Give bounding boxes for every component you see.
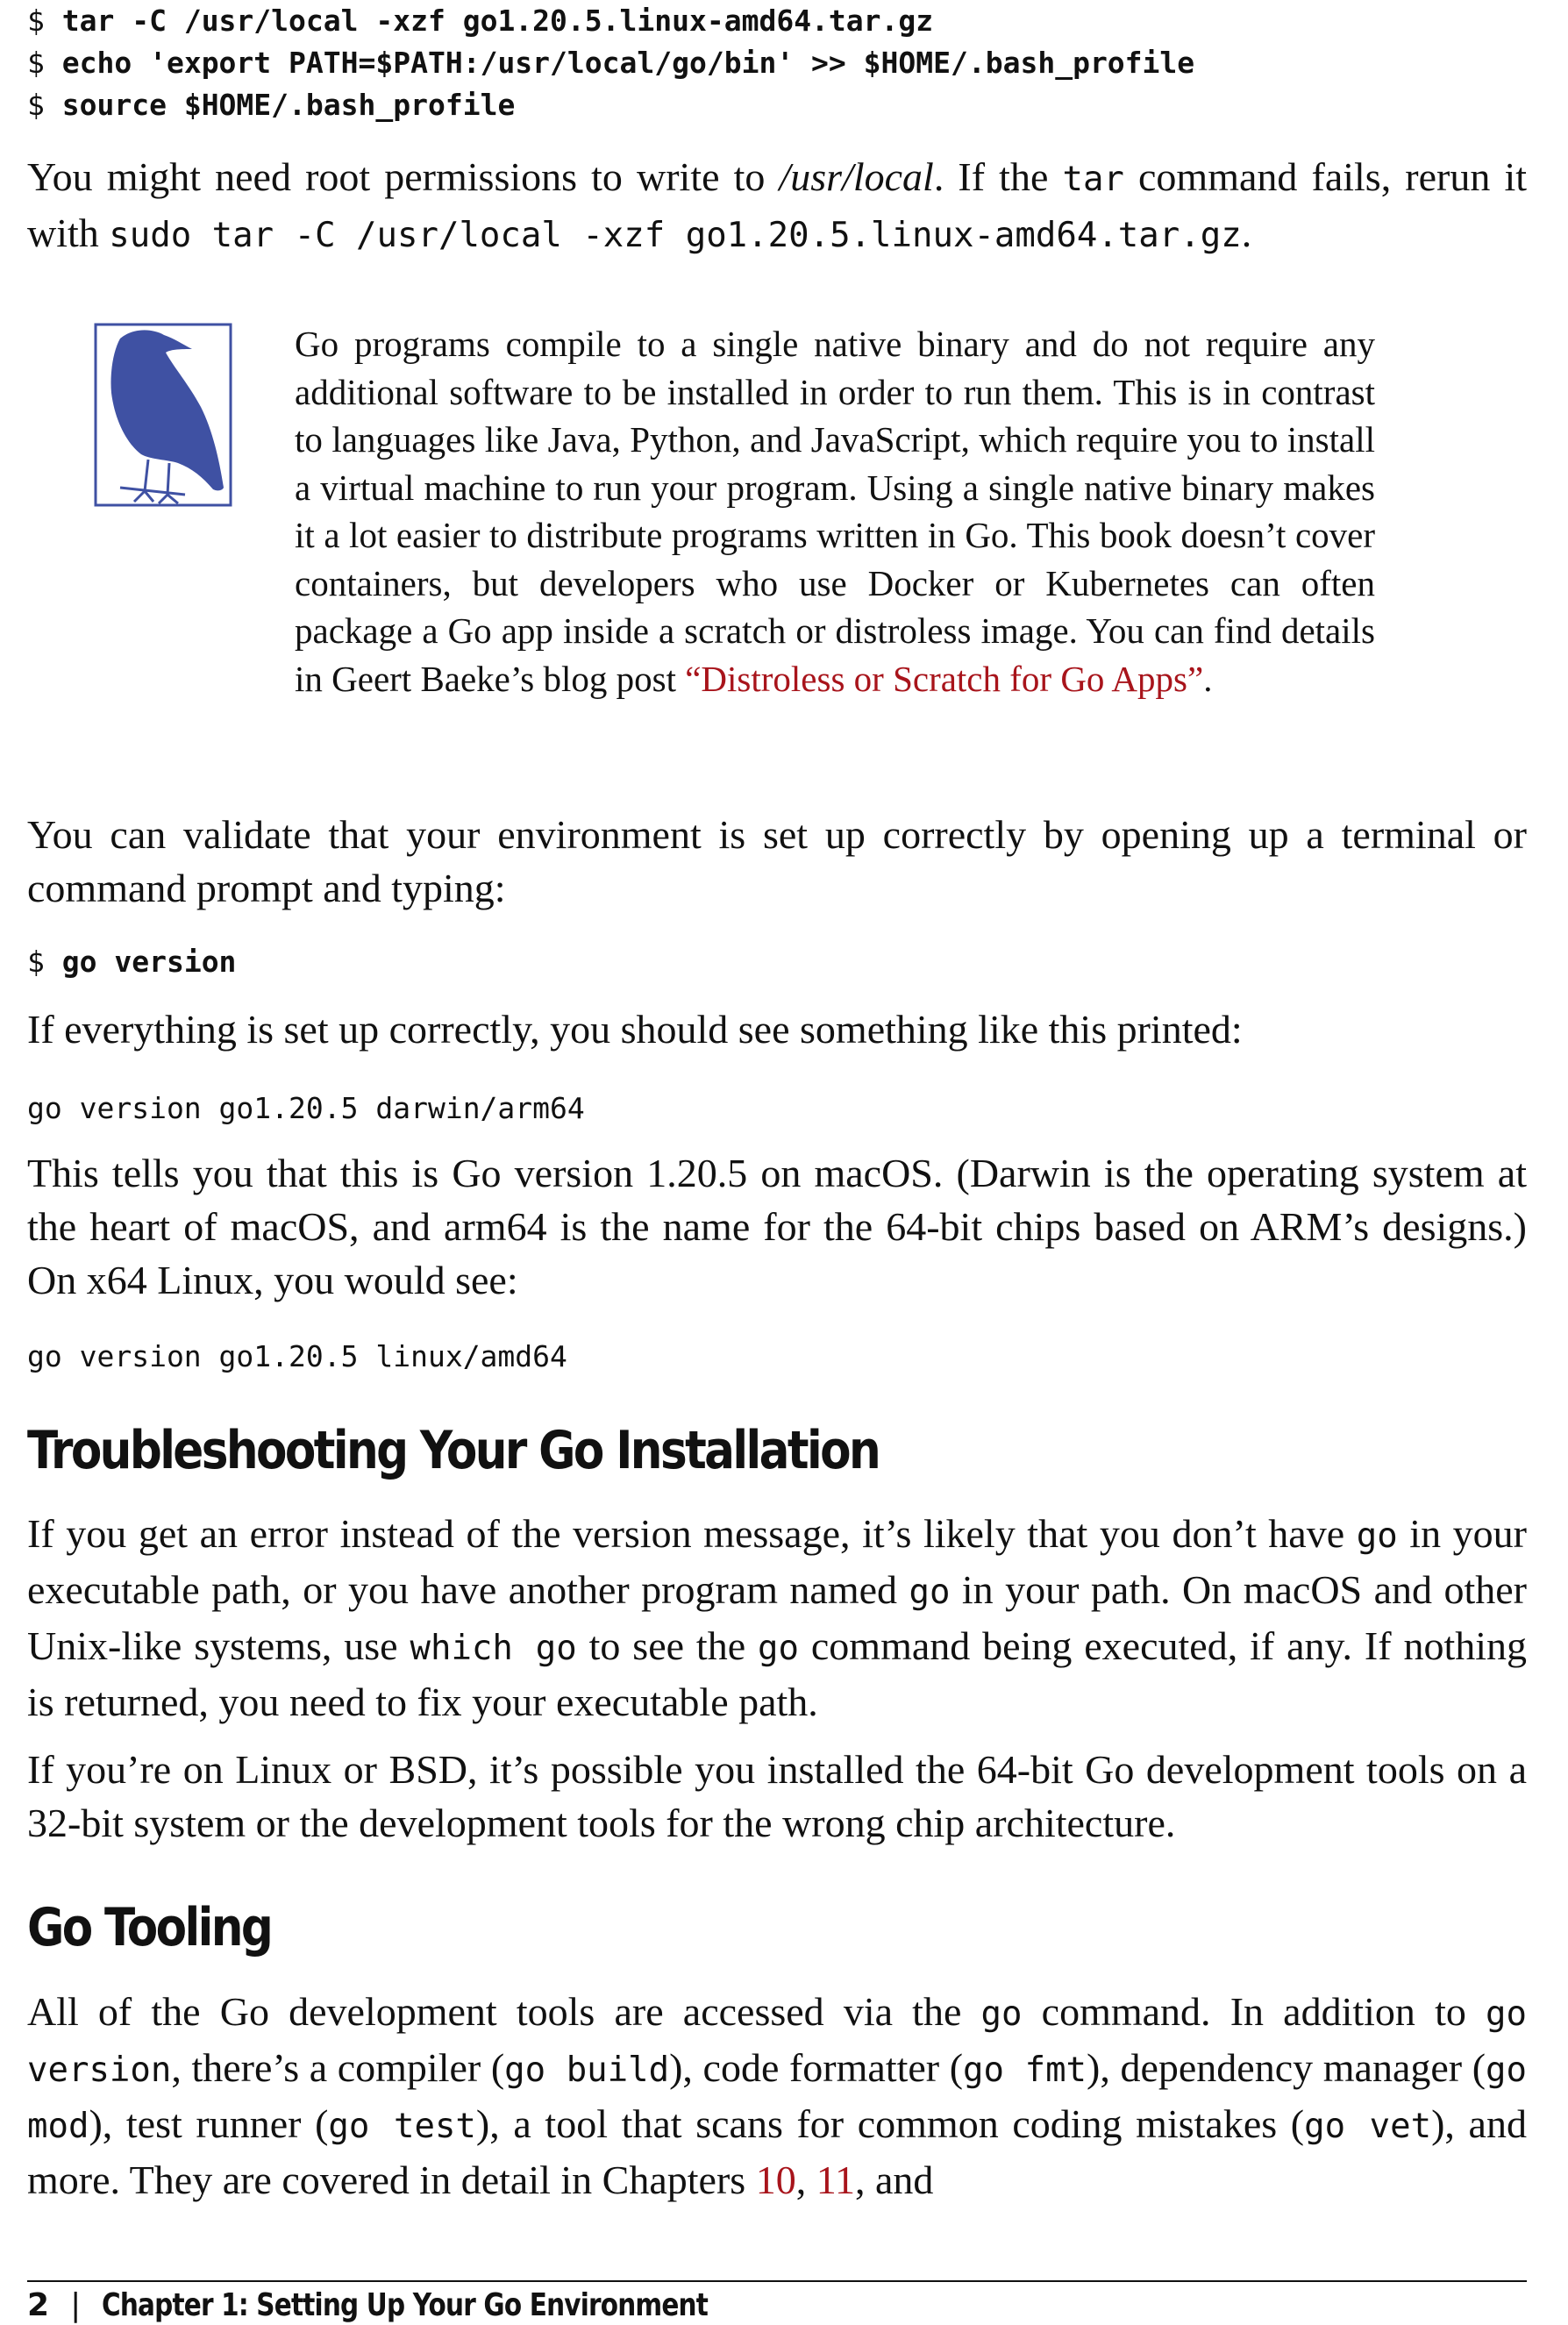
error-paragraph: If you get an error instead of the version message, it’s likely that you don’t have go in your executable path, or you have another program named go in your path. On macOS and other Unix-like systems, use which go to see the go command being executed, if any. If nothing is returned, you need to fix your executable path. xyxy=(27,1511,1528,1724)
install-commands: $ tar -C /usr/local -xzf go1.20.5.linux-amd64.tar.gz $ echo 'export PATH=$PATH:/usr/local/go/bin' >> $HOME/.bash_profile $ source $HOME/.bash_profile xyxy=(27,4,1195,122)
heading-go-tooling: Go Tooling xyxy=(27,1897,272,1958)
chapter-11-link[interactable]: 11 xyxy=(816,2157,855,2202)
root-permissions-paragraph: You might need root permissions to write to /usr/local. If the tar command fails, rerun it with sudo tar -C /usr/local -xzf go1.20.5.linux-amd64.tar.gz. xyxy=(27,154,1527,255)
distroless-link[interactable]: “Distroless or Scratch for Go Apps” xyxy=(685,658,1204,699)
page-footer xyxy=(27,2286,841,2325)
page-number: 2 xyxy=(27,2287,50,2323)
chapter-10-link[interactable]: 10 xyxy=(755,2157,796,2202)
output-linux: go version go1.20.5 linux/amd64 xyxy=(27,1339,567,1373)
macos-paragraph: This tells you that this is Go version 1.20.5 on macOS. (Darwin is the operating system at the heart of macOS, and arm64 is the name for the 64-bit chips based on ARM’s designs.) On x64 Linux, you would see: xyxy=(27,1151,1527,1302)
version-command: $ go version xyxy=(27,945,237,979)
running-chapter-title: Chapter 1: Setting Up Your Go Environment xyxy=(102,2287,709,2323)
command-line-1: tar -C /usr/local -xzf go1.20.5.linux-amd64.tar.gz xyxy=(61,4,934,38)
command-line-2: echo 'export PATH=$PATH:/usr/local/go/bin' >> $HOME/.bash_profile xyxy=(61,46,1195,80)
validate-paragraph: You can validate that your environment is set up correctly by opening up a terminal or command prompt and typing: xyxy=(27,812,1527,910)
output-darwin: go version go1.20.5 darwin/arm64 xyxy=(27,1091,585,1125)
printed-paragraph: If everything is set up correctly, you should see something like this printed: xyxy=(27,1007,1243,1052)
command-line-3: source $HOME/.bash_profile xyxy=(61,88,516,122)
bird-note-icon xyxy=(94,323,234,507)
bsd-paragraph: If you’re on Linux or BSD, it’s possible you installed the 64-bit Go development tools on a 32-bit system or the development tools for the wrong chip architecture. xyxy=(27,1747,1527,1845)
tooling-paragraph: All of the Go development tools are accessed via the go command. In addition to go version, there’s a compiler (go build), code formatter (go fmt), dependency manager (go mod), test runner (go test), a tool that scans for common coding mistakes (go vet), and more. They are covered in detail in Chapters 10, 11, and xyxy=(27,1989,1527,2202)
usr-local-path: /usr/local xyxy=(779,154,934,199)
footer-rule xyxy=(27,2280,1527,2282)
note-text: Go programs compile to a single native binary and do not require any additional software to be installed in order to run them. This is in contrast to languages like Java, Python, and JavaScript, which require you to install a virtual machine to run your program. Using a single native binary makes it a lot easier to distribute programs written in Go. This book doesn’t cover containers, but developers who use Docker or Kubernetes can often package a Go app inside a scratch or distroless image. You can find details in Geert Baeke’s blog post “Distroless or Scratch for Go Apps”. xyxy=(295,324,1375,699)
sudo-command: sudo tar -C /usr/local -xzf go1.20.5.linux-amd64.tar.gz xyxy=(109,216,1242,255)
footer-separator: | xyxy=(70,2287,82,2323)
heading-troubleshooting: Troubleshooting Your Go Installation xyxy=(27,1420,880,1481)
